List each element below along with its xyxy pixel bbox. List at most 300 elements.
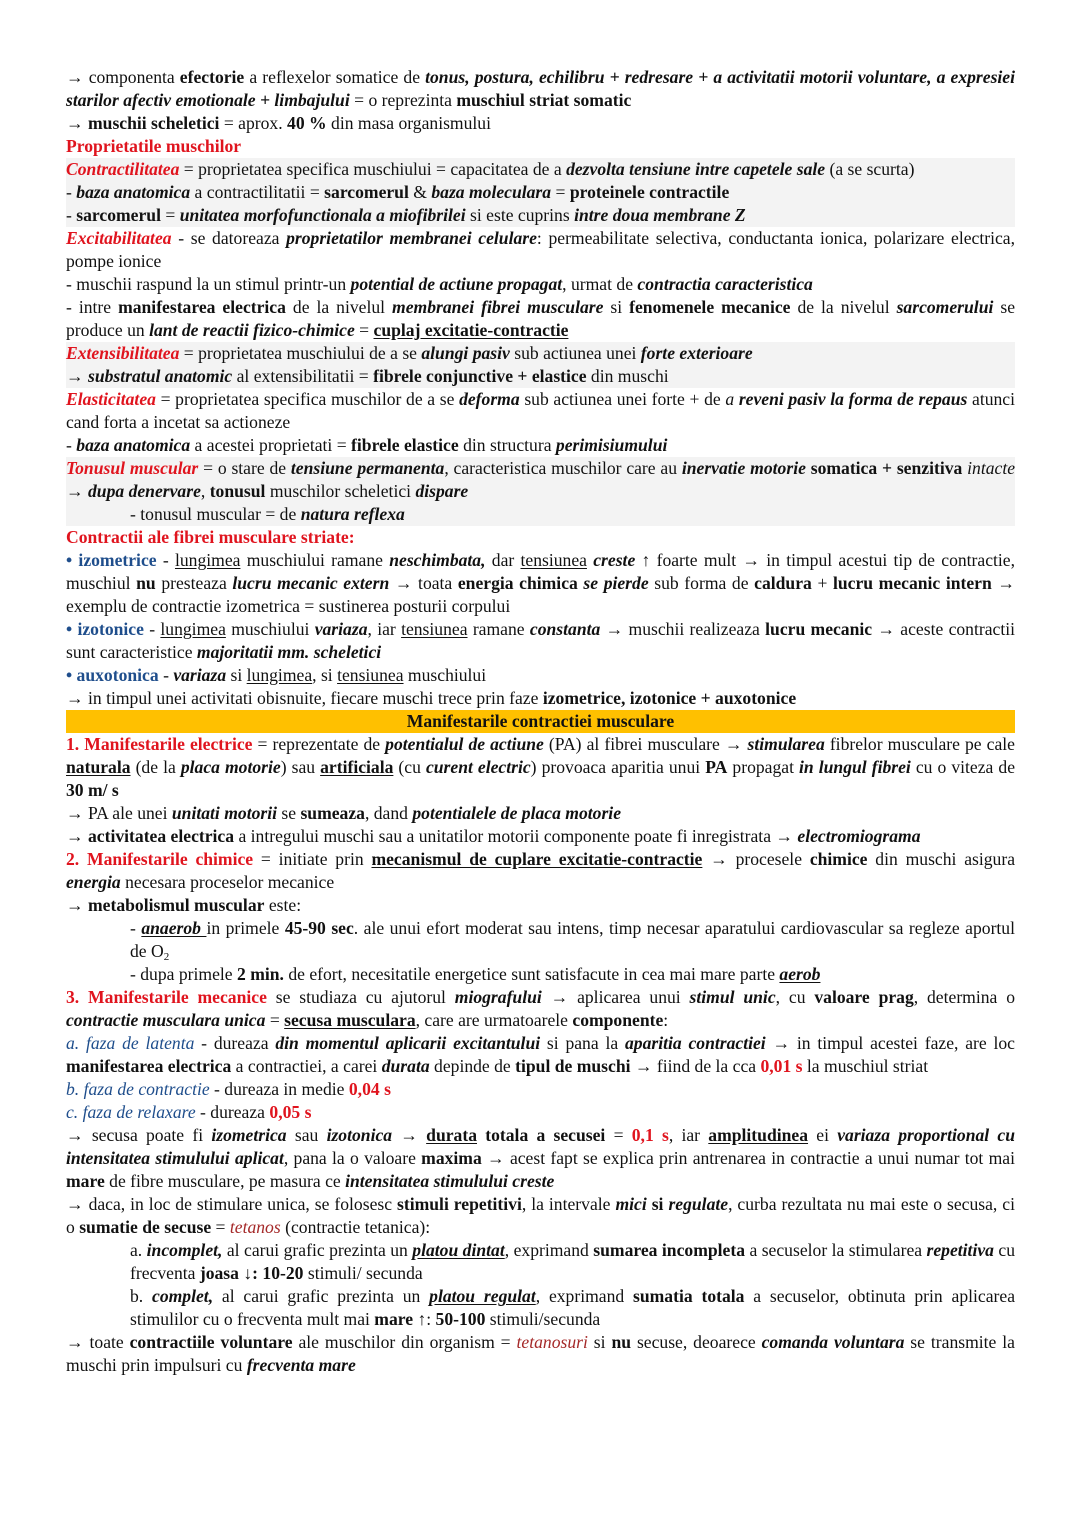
text-run: , care are urmatoarele xyxy=(415,1010,573,1030)
text-run: unitati motorii xyxy=(171,803,277,823)
text-run: - xyxy=(66,205,77,225)
paragraph xyxy=(66,1124,1015,1193)
text-run: - muschii raspund la un stimul printr-un xyxy=(66,274,351,294)
text-run: si xyxy=(651,1194,664,1214)
text-run: = o reprezinta xyxy=(349,90,457,110)
text-run: → xyxy=(66,113,88,133)
text-run: maxima xyxy=(421,1148,482,1168)
text-run: - xyxy=(143,619,161,639)
paragraph xyxy=(66,342,1015,365)
text-run: , iar xyxy=(367,619,402,639)
text-run: = xyxy=(265,1010,285,1030)
text-run: (de la xyxy=(130,757,181,777)
text-run: lant de reactii fizico-chimice xyxy=(149,320,355,340)
text-run: sumeaza xyxy=(300,803,365,823)
text-run: 30 m/ s xyxy=(66,780,119,800)
text-run: PA xyxy=(705,757,728,777)
text-run: din structura xyxy=(458,435,556,455)
text-run: potentialul de actiune xyxy=(385,734,544,754)
text-run: manifestarea electrica xyxy=(66,1056,232,1076)
text-run: si xyxy=(603,297,630,317)
text-run: neschimbata, xyxy=(389,550,486,570)
text-run: dupa denervare xyxy=(88,481,201,501)
text-run: frecventa mare xyxy=(246,1355,356,1375)
text-run: , urmat de xyxy=(562,274,638,294)
text-run: - xyxy=(130,918,142,938)
text-run: izometrice, izotonice + auxotonice xyxy=(542,688,797,708)
text-run: ramane xyxy=(467,619,530,639)
text-run: totala a secusei xyxy=(477,1125,606,1145)
paragraph xyxy=(66,733,1015,802)
paragraph xyxy=(66,1239,1015,1285)
text-run: contractie musculara unica xyxy=(66,1010,266,1030)
text-run: dar xyxy=(485,550,521,570)
text-run: al carui grafic prezinta un xyxy=(213,1286,430,1306)
text-run: al extensibilitatii = xyxy=(232,366,374,386)
text-run: → xyxy=(66,481,88,501)
text-run: a. xyxy=(130,1240,147,1260)
text-run: - intre xyxy=(66,297,119,317)
text-run: sarcomerului xyxy=(896,297,994,317)
text-run: secusa musculara xyxy=(284,1010,416,1030)
text-run: mici xyxy=(615,1194,647,1214)
text-run: aparitia contractiei xyxy=(624,1033,766,1053)
text-run: 2. Manifestarile chimice xyxy=(66,849,254,869)
text-run: secuse, deoarece xyxy=(631,1332,762,1352)
text-run: & xyxy=(408,182,432,202)
text-run: mare xyxy=(66,1171,105,1191)
text-run: → componenta xyxy=(66,67,180,87)
text-run: = aprox. xyxy=(219,113,288,133)
text-run: muschiului xyxy=(403,665,487,685)
text-run: lungimea xyxy=(174,550,241,570)
text-run: tensiunea xyxy=(337,665,404,685)
text-run: = o stare de xyxy=(198,458,291,478)
text-run: durata xyxy=(426,1125,477,1145)
text-run: a. faza de latenta xyxy=(66,1033,195,1053)
text-run: = proprietatea specifica muschiului = capacitatea de a xyxy=(179,159,567,179)
paragraph xyxy=(66,1101,1015,1124)
paragraph xyxy=(66,664,1015,687)
text-run: → aceste contractii sunt caracteristice xyxy=(66,619,1016,662)
text-run: stimuli/ secunda xyxy=(303,1263,423,1283)
text-run: → secusa poate fi xyxy=(66,1125,212,1145)
text-run: Tonusul muscular xyxy=(66,458,199,478)
text-run: este: xyxy=(264,895,302,915)
text-run: unitatea morfofunctionala a miofibrilei xyxy=(179,205,466,225)
text-run: → acest fapt se explica prin antrenarea in contractie a unui numar tot mai xyxy=(481,1148,1015,1168)
text-run: = xyxy=(605,1125,632,1145)
text-run: sumatie de secuse xyxy=(79,1217,212,1237)
text-run: 0,01 s xyxy=(760,1056,803,1076)
paragraph xyxy=(66,1285,1015,1331)
paragraph xyxy=(66,1078,1015,1101)
text-run: lungimea xyxy=(160,619,226,639)
text-run: - dureaza xyxy=(195,1102,270,1122)
text-run: potentialele de placa motorie xyxy=(412,803,622,823)
text-run: intacte xyxy=(967,458,1016,478)
paragraph xyxy=(66,503,1015,526)
text-run: manifestarea electrica xyxy=(118,297,286,317)
text-run: inervatie motorie xyxy=(681,458,806,478)
text-run: sub forma de xyxy=(648,573,755,593)
text-run: Proprietatile muschilor xyxy=(66,136,242,156)
text-run: → fiind de la cca xyxy=(630,1056,761,1076)
text-run: reveni pasiv la forma de repaus xyxy=(738,389,968,409)
text-run: dispare xyxy=(415,481,469,501)
text-run: atunci cand forta a incetat sa actioneze xyxy=(66,389,1016,432)
text-run: in lungul fibrei xyxy=(799,757,911,777)
text-run: 0,05 s xyxy=(269,1102,312,1122)
text-run: contractia caracteristica xyxy=(637,274,813,294)
paragraph xyxy=(66,457,1015,503)
paragraph xyxy=(66,204,1015,227)
text-run: intre doua membrane Z xyxy=(574,205,746,225)
text-run: a xyxy=(725,389,739,409)
text-run: + xyxy=(811,573,833,593)
paragraph xyxy=(66,227,1015,273)
text-run: amplitudinea xyxy=(708,1125,809,1145)
text-run: ale muschilor din organism = xyxy=(292,1332,517,1352)
text-run: platou regulat xyxy=(429,1286,536,1306)
paragraph xyxy=(66,848,1015,894)
text-run: a contractiei, a carei xyxy=(231,1056,382,1076)
text-run: → in timpul unei activitati obisnuite, fiecare muschi trece prin faze xyxy=(66,688,543,708)
text-run: lucru mecanic xyxy=(765,619,873,639)
text-run: - se datoreaza xyxy=(171,228,287,248)
text-run: = reprezentate de xyxy=(252,734,386,754)
text-run: , dand xyxy=(364,803,413,823)
text-run: depinde de xyxy=(429,1056,516,1076)
text-run: din momentul aplicarii excitantului xyxy=(275,1033,541,1053)
text-run: • izometrice xyxy=(66,550,157,570)
text-run: - xyxy=(158,665,174,685)
text-run: (a se scurta) xyxy=(825,159,915,179)
text-run: , curba rezultata nu mai este o secusa, ci o xyxy=(66,1194,1015,1237)
text-run: metabolismul muscular xyxy=(88,895,265,915)
text-run: complet, xyxy=(152,1286,214,1306)
text-run: (cu xyxy=(393,757,426,777)
text-run: , xyxy=(200,481,210,501)
text-run: muschiul striat somatic xyxy=(456,90,632,110)
text-run: = xyxy=(551,182,570,202)
text-run: b. xyxy=(130,1286,153,1306)
text-run: intensitatea stimulului creste xyxy=(345,1171,555,1191)
text-run: din muschi xyxy=(586,366,669,386)
text-run: sub actiunea unei forte + de xyxy=(519,389,726,409)
text-run: 1. Manifestarile electrice xyxy=(66,734,253,754)
text-run: baza anatomica xyxy=(76,435,191,455)
text-run: la muschiul striat xyxy=(802,1056,929,1076)
text-run: si este cuprins xyxy=(465,205,575,225)
text-run: 0,1 s xyxy=(631,1125,669,1145)
text-run: joasa ↓: 10-20 xyxy=(199,1263,304,1283)
text-run: fibrele elastice xyxy=(351,435,459,455)
text-run: , exprimand xyxy=(504,1240,594,1260)
paragraph xyxy=(66,434,1015,457)
text-run: al carui grafic prezinta un xyxy=(222,1240,413,1260)
text-run: 0,04 s xyxy=(348,1079,391,1099)
text-run: - xyxy=(66,182,77,202)
text-run: tetanosuri xyxy=(516,1332,588,1352)
text-run: a contractilitatii = xyxy=(190,182,325,202)
text-run: deforma xyxy=(459,389,520,409)
text-run: muschii scheletici xyxy=(88,113,220,133)
text-run: componente xyxy=(572,1010,664,1030)
paragraph xyxy=(66,112,1015,135)
text-run: Contractilitatea xyxy=(66,159,180,179)
text-run: se produce un xyxy=(66,297,1016,340)
paragraph xyxy=(66,1193,1015,1239)
text-run: , si xyxy=(312,665,338,685)
text-run: si xyxy=(587,1332,612,1352)
text-run: ↑: xyxy=(413,1309,436,1329)
paragraph xyxy=(66,296,1015,342)
text-run: → daca, in loc de stimulare unica, se folosesc xyxy=(66,1194,398,1214)
text-run: muschilor scheletici xyxy=(265,481,416,501)
text-run: (PA) al fibrei musculare → xyxy=(543,734,748,754)
text-run: dezvolta tensiune intre capetele sale xyxy=(566,159,826,179)
text-run: natura reflexa xyxy=(300,504,405,524)
text-run: lungimea xyxy=(246,665,313,685)
text-run: → toata xyxy=(389,573,458,593)
text-run: electromiograma xyxy=(797,826,921,846)
text-run: stimuli/secunda xyxy=(485,1309,601,1329)
text-run: propagat xyxy=(727,757,800,777)
paragraph xyxy=(66,986,1015,1032)
text-run: perimisiumului xyxy=(555,435,668,455)
text-run: baza anatomica xyxy=(76,182,191,202)
paragraph xyxy=(66,549,1015,618)
text-run: si xyxy=(226,665,247,685)
text-run: proteinele contractile xyxy=(569,182,730,202)
text-run: substratul anatomic xyxy=(88,366,233,386)
text-run: izometrica xyxy=(211,1125,287,1145)
text-run: durata xyxy=(381,1056,430,1076)
text-run: tipul de muschi xyxy=(515,1056,631,1076)
text-run: se studiaza cu ajutorul xyxy=(266,987,455,1007)
text-run: = initiate prin xyxy=(253,849,372,869)
text-run: se xyxy=(277,803,301,823)
text-run: izotonica xyxy=(326,1125,393,1145)
text-run: presteaza xyxy=(155,573,233,593)
text-run: stimuli repetitivi xyxy=(397,1194,522,1214)
text-run: , determina o xyxy=(913,987,1015,1007)
text-run: → toate xyxy=(66,1332,130,1352)
section-header xyxy=(66,710,1015,733)
text-run: tensiunea xyxy=(520,550,587,570)
text-run: mecanismul de cuplare excitatie-contractie xyxy=(371,849,703,869)
paragraph xyxy=(66,963,1015,986)
text-run: de la nivelul xyxy=(790,297,897,317)
text-run: necesara proceselor mecanice xyxy=(120,872,335,892)
text-run: , cu xyxy=(775,987,815,1007)
paragraph xyxy=(66,365,1015,388)
text-run: potential de actiune propagat xyxy=(350,274,563,294)
text-run: repetitiva xyxy=(926,1240,994,1260)
text-run: → PA ale unei xyxy=(66,803,172,823)
text-run: Extensibilitatea xyxy=(66,343,180,363)
text-run: se pierde xyxy=(583,573,649,593)
text-run: ) sau xyxy=(280,757,321,777)
text-run: valoare prag xyxy=(814,987,914,1007)
text-run: → xyxy=(66,826,88,846)
text-run: nu xyxy=(136,573,156,593)
text-run: curent electric xyxy=(425,757,531,777)
text-run: se transmite la muschi prin impulsuri cu xyxy=(66,1332,1015,1375)
text-run: platou dintat xyxy=(412,1240,505,1260)
text-run: - tonusul muscular = de xyxy=(130,504,301,524)
text-run: - xyxy=(156,550,175,570)
text-run: forte exterioare xyxy=(640,343,753,363)
text-run: a secuselor la stimularea xyxy=(745,1240,927,1260)
text-run: nu xyxy=(611,1332,632,1352)
text-run: regulate xyxy=(668,1194,729,1214)
text-run: sau xyxy=(286,1125,327,1145)
text-run: Contractii ale fibrei musculare striate: xyxy=(66,527,355,547)
paragraph xyxy=(66,181,1015,204)
text-run: → muschii realizeaza xyxy=(600,619,766,639)
text-run: → xyxy=(66,895,88,915)
text-run: . ale unui efort moderat sau intens, timp necesar aparatului cardiovascular sa regleze aportul de O xyxy=(130,918,1015,961)
text-run: 45-90 sec xyxy=(284,918,354,938)
text-run: incomplet, xyxy=(146,1240,223,1260)
text-run: 2 xyxy=(163,951,170,963)
text-run: membranei fibrei musculare xyxy=(392,297,604,317)
text-run: activitatea electrica xyxy=(88,826,235,846)
text-run: somatica + senzitiva xyxy=(810,458,963,478)
text-run: b. faza de contractie xyxy=(66,1079,210,1099)
text-run: alungi pasiv xyxy=(421,343,510,363)
text-run: comanda voluntara xyxy=(761,1332,905,1352)
text-run: stimul unic xyxy=(689,987,776,1007)
text-run: Excitabilitatea xyxy=(66,228,172,248)
paragraph xyxy=(66,917,1015,963)
text-run: naturala xyxy=(66,757,131,777)
text-run: caldura xyxy=(754,573,812,593)
paragraph xyxy=(66,1331,1015,1377)
paragraph xyxy=(66,894,1015,917)
text-run: , la intervale xyxy=(521,1194,616,1214)
text-run: mare xyxy=(374,1309,414,1329)
paragraph xyxy=(66,388,1015,434)
text-run: 3. Manifestarile mecanice xyxy=(66,987,267,1007)
text-run: , caracteristica muschilor care au xyxy=(444,458,682,478)
paragraph xyxy=(66,825,1015,848)
text-run: variaza xyxy=(314,619,368,639)
text-run: , pana la o valoare xyxy=(283,1148,422,1168)
paragraph xyxy=(66,802,1015,825)
text-run: baza moleculara xyxy=(431,182,552,202)
text-run: din masa organismului xyxy=(326,113,491,133)
text-run: sumatia totala xyxy=(633,1286,745,1306)
paragraph xyxy=(66,1032,1015,1078)
text-run: creste xyxy=(593,550,636,570)
text-run: placa motorie xyxy=(180,757,281,777)
text-run: tetanos xyxy=(229,1217,281,1237)
text-run: = proprietatea muschiului de a se xyxy=(179,343,422,363)
text-run: - dureaza xyxy=(194,1033,276,1053)
paragraph xyxy=(66,158,1015,181)
text-run: in primele xyxy=(206,918,285,938)
text-run: chimice xyxy=(809,849,868,869)
text-run: din muschi asigura xyxy=(867,849,1016,869)
text-run: contractiile voluntare xyxy=(129,1332,293,1352)
text-run: (contractie tetanica): xyxy=(280,1217,431,1237)
text-run: 40 % xyxy=(287,113,327,133)
text-run: → procesele xyxy=(702,849,810,869)
text-run: : permeabilitate selectiva, conductanta ionica, polarizare electrica, pompe ionice xyxy=(66,228,1015,271)
text-run: fenomenele mecanice xyxy=(629,297,791,317)
text-run: lucru mecanic extern xyxy=(232,573,390,593)
paragraph xyxy=(66,687,1015,710)
text-run: variaza proportional cu intensitatea stimulului aplicat xyxy=(66,1125,1016,1168)
text-run: lucru mecanic intern xyxy=(832,573,992,593)
text-run: sumarea incompleta xyxy=(593,1240,745,1260)
text-run: ei xyxy=(808,1125,838,1145)
text-run: a acestei proprietati = xyxy=(190,435,352,455)
text-run: tonusul xyxy=(209,481,266,501)
text-run: • izotonice xyxy=(66,619,144,639)
text-run: a reflexelor somatice de xyxy=(244,67,426,87)
text-run: de efort, necesitatile energetice sunt satisfacute in cea mai mare parte xyxy=(283,964,780,984)
text-run: de fibre musculare, pe masura ce xyxy=(104,1171,346,1191)
text-run: sarcomerul xyxy=(324,182,409,202)
text-run: fibrele conjunctive + elastice xyxy=(373,366,587,386)
text-run: aerob xyxy=(779,964,821,984)
text-run: Elasticitatea xyxy=(66,389,156,409)
text-run: si pana la xyxy=(540,1033,625,1053)
text-run: 50-100 xyxy=(435,1309,486,1329)
text-run: = xyxy=(160,205,180,225)
text-run: de la nivelul xyxy=(285,297,393,317)
text-run: cuplaj excitatie-contractie xyxy=(373,320,569,340)
text-run: miografului xyxy=(454,987,542,1007)
text-run: c. faza de relaxare xyxy=(66,1102,196,1122)
text-run: , exprimand xyxy=(535,1286,634,1306)
text-run: variaza xyxy=(173,665,227,685)
text-run: • auxotonica xyxy=(66,665,159,685)
text-run: majoritatii mm. scheletici xyxy=(196,642,382,662)
text-run: 2 min. xyxy=(237,964,284,984)
text-run: artificiala xyxy=(320,757,394,777)
paragraph xyxy=(66,66,1015,112)
text-run: ↑ foarte mult → in timpul acestui tip de contractie, muschiul xyxy=(66,550,1016,593)
text-run: sarcomerul xyxy=(76,205,161,225)
text-run: → in timpul acestei faze, are loc xyxy=(765,1033,1015,1053)
paragraph xyxy=(66,135,1015,158)
paragraph xyxy=(66,526,1015,549)
text-run: → exemplu de contractie izometrica = sustinerea posturii corpului xyxy=(66,573,1015,616)
text-run: cu o viteza de xyxy=(910,757,1016,777)
text-run: - dureaza in medie xyxy=(209,1079,349,1099)
text-run: energia chimica xyxy=(457,573,578,593)
text-run: → xyxy=(66,366,88,386)
text-run: : xyxy=(663,1010,669,1030)
paragraph xyxy=(66,273,1015,296)
text-run: , iar xyxy=(668,1125,709,1145)
text-run: fibrelor musculare pe cale xyxy=(824,734,1015,754)
text-run: tonus, postura, echilibru + redresare + a activitatii motorii voluntare, a expresiei starilor afectiv emotionale + limbajului xyxy=(66,67,1015,110)
text-run: proprietatilor membranei celulare xyxy=(286,228,537,248)
text-run: = proprietatea specifica muschilor de a se xyxy=(155,389,460,409)
text-run: - xyxy=(66,435,77,455)
text-run: constanta xyxy=(529,619,601,639)
text-run: → aplicarea unui xyxy=(541,987,690,1007)
text-run: Manifestarile contractiei musculare xyxy=(406,711,675,731)
document-page xyxy=(66,66,1015,1377)
text-run: a intregului muschi sau a unitatilor motorii componente poate fi inregistrata → xyxy=(234,826,798,846)
